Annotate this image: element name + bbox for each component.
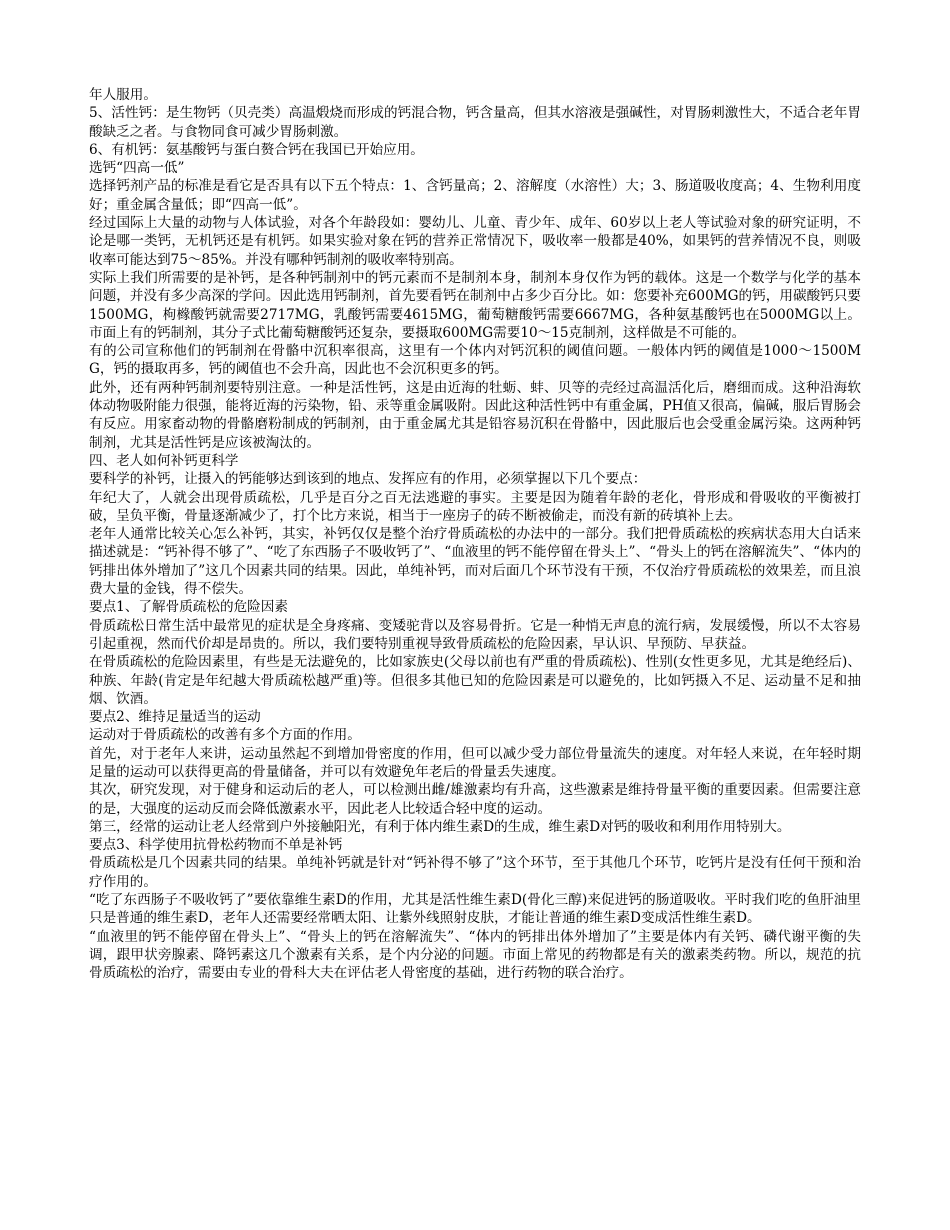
paragraph: 骨质疏松日常生活中最常见的症状是全身疼痛、变矮驼背以及容易骨折。它是一种悄无声息的流行病，发展缓慢，所以不太容易引起重视，然而代价却是昂贵的。所以，我们要特别重视导致骨质疏松的危险因素，早认识、早预防、早获益。 <box>89 617 861 652</box>
section-heading: 四、老人如何补钙更科学 <box>89 452 239 469</box>
paragraph: 首先，对于老年人来讲，运动虽然起不到增加骨密度的作用，但可以减少受力部位骨量流失的速度。对年轻人来说，在年轻时期足量的运动可以获得更高的骨量储备，并可以有效避免年老后的骨量丢失速度。 <box>89 745 861 780</box>
section-heading: 选钙“四高一低” <box>89 160 185 177</box>
paragraph: 在骨质疏松的危险因素里，有些是无法避免的，比如家族史(父母以前也有严重的骨质疏松)、性别(女性更多见，尤其是绝经后)、种族、年龄(肯定是年纪越大骨质疏松越严重)等。但很多其他已知的危险因素是可以避免的，比如钙摄入不足、运动量不足和抽烟、饮酒。 <box>89 654 861 707</box>
paragraph: 第三，经常的运动让老人经常到户外接触阳光，有利于体内维生素D的生成，维生素D对钙的吸收和利用作用特别大。 <box>89 818 791 835</box>
paragraph: “血液里的钙不能停留在骨头上”、“骨头上的钙在溶解流失”、“体内的钙排出体外增加了”主要是体内有关钙、磷代谢平衡的失调，跟甲状旁腺素、降钙素这几个激素有关系，是个内分泌的问题。市面上常见的药物都是有关的激素类药物。所以，规范的抗骨质疏松的治疗，需要由专业的骨科大夫在评估老人骨密度的基础，进行药物的联合治疗。 <box>89 928 861 982</box>
section-heading: 要点3、科学使用抗骨松药物而不单是补钙 <box>89 837 343 854</box>
document-body <box>89 86 861 983</box>
paragraph: 有的公司宣称他们的钙制剂在骨骼中沉积率很高，这里有一个体内对钙沉积的阈值问题。一般体内钙的阈值是1000～1500MG，钙的摄取再多，钙的阈值也不会升高，因此也不会沉积更多的钙。 <box>89 343 861 378</box>
paragraph: 年纪大了，人就会出现骨质疏松，几乎是百分之百无法逃避的事实。主要是因为随着年龄的老化，骨形成和骨吸收的平衡被打破，呈负平衡，骨量逐渐减少了，打个比方来说，相当于一座房子的砖不断被偷走，而没有新的砖填补上去。 <box>89 489 861 524</box>
paragraph: 6、有机钙：氨基酸钙与蛋白赘合钙在我国已开始应用。 <box>89 141 424 158</box>
section-heading: 要点2、维持足量适当的运动 <box>89 709 261 726</box>
section-heading: 要点1、了解骨质疏松的危险因素 <box>89 599 288 616</box>
paragraph: 老年人通常比较关心怎么补钙，其实，补钙仅仅是整个治疗骨质疏松的办法中的一部分。我们把骨质疏松的疾病状态用大白话来描述就是：“钙补得不够了”、“吃了东西肠子不吸收钙了”、“血液里的钙不能停留在骨头上”、“骨头上的钙在溶解流失”、“体内的钙排出体外增加了”这几个因素共同的结果。因此，单纯补钙，而对后面几个环节没有干预，不仅治疗骨质疏松的效果差，而且浪费大量的金钱，得不偿失。 <box>89 526 861 598</box>
paragraph: 骨质疏松是几个因素共同的结果。单纯补钙就是针对“钙补得不够了”这个环节，至于其他几个环节，吃钙片是没有任何干预和治疗作用的。 <box>89 855 861 890</box>
paragraph: 运动对于骨质疏松的改善有多个方面的作用。 <box>89 727 361 744</box>
paragraph: 年人服用。 <box>89 87 157 103</box>
paragraph: 选择钙剂产品的标准是看它是否具有以下五个特点：1、含钙量高；2、溶解度（水溶性）大；3、肠道吸收度高；4、生物利用度好；重金属含量低；即“四高一低”。 <box>89 178 861 213</box>
paragraph: 实际上我们所需要的是补钙，是各种钙制剂中的钙元素而不是制剂本身，制剂本身仅作为钙的载体。这是一个数学与化学的基本问题，并没有多少高深的学问。因此选用钙制剂，首先要看钙在制剂中占多少百分比。如：您要补充600MG的钙，用碳酸钙只要1500MG，枸橼酸钙就需要2717MG，乳酸钙需要4615MG，葡萄糖酸钙需要6667MG，各种氨基酸钙也在5000MG以上。市面上有的钙制剂，其分子式比葡萄糖酸钙还复杂，要摄取600MG需要10～15克制剂，这样做是不可能的。 <box>89 269 861 341</box>
paragraph: 经过国际上大量的动物与人体试验，对各个年龄段如：婴幼儿、儿童、青少年、成年、60岁以上老人等试验对象的研究证明，不论是哪一类钙，无机钙还是有机钙。如果实验对象在钙的营养正常情况下，吸收率一般都是40%，如果钙的营养情况不良，则吸收率可能达到75～85%。并没有哪种钙制剂的吸收率特别高。 <box>89 215 861 268</box>
paragraph: “吃了东西肠子不吸收钙了”要依靠维生素D的作用，尤其是活性维生素D(骨化三醇)来促进钙的肠道吸收。平时我们吃的鱼肝油里只是普通的维生素D，老年人还需要经常晒太阳、让紫外线照射皮肤，才能让普通的维生素D变成活性维生素D。 <box>89 892 861 927</box>
paragraph: 要科学的补钙，让摄入的钙能够达到该到的地点、发挥应有的作用，必须掌握以下几个要点： <box>89 471 647 488</box>
paragraph: 其次，研究发现，对于健身和运动后的老人，可以检测出雌/雄激素均有升高，这些激素是维持骨量平衡的重要因素。但需要注意的是，大强度的运动反而会降低激素水平，因此老人比较适合轻中度的运动。 <box>89 782 861 817</box>
paragraph: 此外，还有两种钙制剂要特别注意。一种是活性钙，这是由近海的牡蛎、蚌、贝等的壳经过高温活化后，磨细而成。这种沿海软体动物吸附能力很强，能将近海的污染物，铅、汞等重金属吸附。因此这种活性钙中有重金属，PH值又很高，偏碱，服后胃肠会有反应。用家畜动物的骨骼磨粉制成的钙制剂，由于重金属尤其是铅容易沉积在骨骼中，因此服后也会受重金属污染。这两种钙制剂，尤其是活性钙是应该被淘汰的。 <box>89 379 861 451</box>
paragraph: 5、活性钙：是生物钙（贝壳类）高温煅烧而形成的钙混合物，钙含量高，但其水溶液是强碱性，对胃肠刺激性大，不适合老年胃酸缺乏之者。与食物同食可减少胃肠刺激。 <box>89 105 861 140</box>
